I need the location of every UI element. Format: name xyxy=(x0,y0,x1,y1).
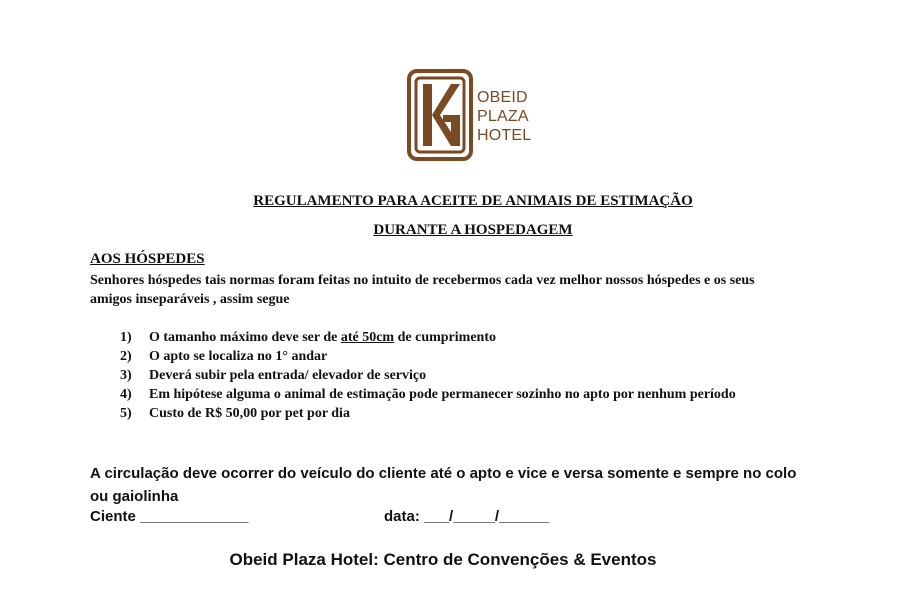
rule-text-emphasis: até 50cm xyxy=(340,330,395,345)
hotel-logo-text xyxy=(477,88,531,145)
hotel-logo-mark-icon xyxy=(407,69,473,161)
logo-line-2: PLAZA xyxy=(477,108,529,125)
rule-text xyxy=(149,328,820,347)
document-title-line-2: DURANTE A HOSPEDAGEM xyxy=(373,222,573,238)
rules-list xyxy=(120,328,820,423)
rule-number: 4) xyxy=(120,387,132,402)
intro-paragraph: Senhores hóspedes tais normas foram feitas no intuito de recebermos cada vez melhor nossos hóspedes e os seus amigos inseparáveis , assim segue xyxy=(90,273,755,307)
rule-text: O apto se localiza no 1° andar xyxy=(149,349,328,364)
footer-text: Obeid Plaza Hotel: Centro de Convenções & Eventos xyxy=(229,550,657,569)
rule-number: 1) xyxy=(120,330,132,345)
rule-number: 5) xyxy=(120,406,132,421)
logo-line-1: OBEID xyxy=(477,89,528,106)
section-heading: AOS HÓSPEDES xyxy=(90,251,205,267)
rule-text: Em hipótese alguma o animal de estimação pode permanecer sozinho no apto por nenhum período xyxy=(149,387,736,402)
signature-date: data: ___/_____/______ xyxy=(384,508,550,525)
rule-number: 3) xyxy=(120,368,132,383)
rule-text-post: de cumprimento xyxy=(394,330,496,345)
circulation-note: A circulação deve ocorrer do veículo do cliente até o apto e vice e versa somente e sempre no colo ou gaiolinha xyxy=(90,465,797,505)
hotel-logo xyxy=(407,69,547,161)
rule-text: Deverá subir pela entrada/ elevador de serviço xyxy=(149,368,427,383)
rule-text-pre: O tamanho máximo deve ser de xyxy=(149,330,341,345)
document-title-line-1: REGULAMENTO PARA ACEITE DE ANIMAIS DE ESTIMAÇÃO xyxy=(253,193,693,209)
rule-item xyxy=(120,404,820,423)
rule-item xyxy=(120,328,820,347)
rule-number: 2) xyxy=(120,349,132,364)
rule-text: Custo de R$ 50,00 por pet por dia xyxy=(149,406,350,421)
signature-ciente: Ciente _____________ xyxy=(90,508,249,525)
rule-item xyxy=(120,385,820,404)
rule-item xyxy=(120,366,820,385)
logo-line-3: HOTEL xyxy=(477,127,532,144)
rule-item xyxy=(120,347,820,366)
